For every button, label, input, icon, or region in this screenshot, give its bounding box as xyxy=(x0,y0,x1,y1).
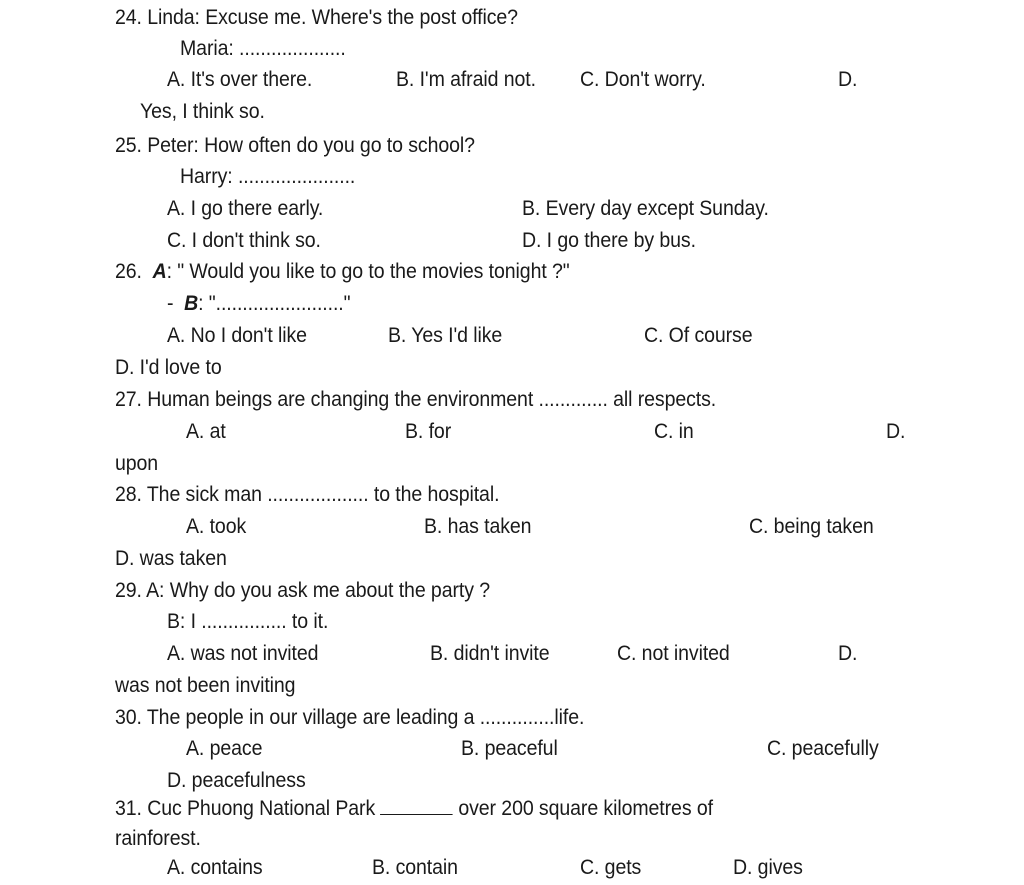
stem-continuation: rainforest. xyxy=(115,827,201,850)
option-a: A. It's over there. xyxy=(167,68,313,91)
option-d-label: D. xyxy=(838,642,858,665)
option-b: B. contain xyxy=(372,856,458,879)
question-stem: 27. Human beings are changing the environment ............. all respects. xyxy=(115,388,717,411)
question-stem: 29. A: Why do you ask me about the party ? xyxy=(115,579,490,602)
option-c: C. Don't worry. xyxy=(580,68,706,91)
option-a: A. contains xyxy=(167,856,263,879)
option-a: A. peace xyxy=(186,737,263,760)
option-c: C. I don't think so. xyxy=(167,229,321,252)
question-number: 26. xyxy=(115,260,142,283)
question-stem xyxy=(115,796,713,822)
speaker-a: A xyxy=(152,260,167,283)
question-stem: 30. The people in our village are leading a ..............life. xyxy=(115,706,585,729)
question-stem: 24. Linda: Excuse me. Where's the post office? xyxy=(115,6,518,29)
dash: - xyxy=(167,292,174,315)
option-a: A. No I don't like xyxy=(167,324,307,347)
stem-text: : " Would you like to go to the movies tonight ?" xyxy=(166,260,570,283)
option-c: C. gets xyxy=(580,856,642,879)
answer-blank xyxy=(380,796,453,815)
option-d: D. I'd love to xyxy=(115,356,222,379)
option-d-label: D. xyxy=(838,68,858,91)
stem-after: over 200 square kilometres of xyxy=(453,797,713,820)
option-d: D. peacefulness xyxy=(167,769,306,792)
option-a: A. at xyxy=(186,420,226,443)
option-c: C. not invited xyxy=(617,642,730,665)
option-d-text: was not been inviting xyxy=(115,674,296,697)
question-stem: 28. The sick man ................... to the hospital. xyxy=(115,483,500,506)
option-d: D. I go there by bus. xyxy=(522,229,696,252)
option-b: B. has taken xyxy=(424,515,532,538)
option-d: D. gives xyxy=(733,856,803,879)
option-b: B. didn't invite xyxy=(430,642,550,665)
option-a: A. took xyxy=(186,515,247,538)
question-stem xyxy=(115,259,570,285)
option-b: B. for xyxy=(405,420,452,443)
option-b: B. Yes I'd like xyxy=(388,324,503,347)
response-line: Harry: ...................... xyxy=(180,165,356,188)
option-b: B. Every day except Sunday. xyxy=(522,197,769,220)
stem-before: 31. Cuc Phuong National Park xyxy=(115,797,381,820)
option-c: C. Of course xyxy=(644,324,753,347)
option-b: B. peaceful xyxy=(461,737,558,760)
option-d-text: Yes, I think so. xyxy=(140,100,265,123)
question-stem: 25. Peter: How often do you go to school? xyxy=(115,134,475,157)
option-d-text: upon xyxy=(115,452,159,475)
response-text: : "........................" xyxy=(198,292,351,315)
option-a: A. was not invited xyxy=(167,642,319,665)
response-line xyxy=(167,291,350,317)
option-a: A. I go there early. xyxy=(167,197,324,220)
speaker-b: B xyxy=(184,292,199,315)
option-b: B. I'm afraid not. xyxy=(396,68,536,91)
option-d: D. was taken xyxy=(115,547,227,570)
response-line: Maria: .................... xyxy=(180,37,346,60)
option-c: C. being taken xyxy=(749,515,874,538)
option-d-label: D. xyxy=(886,420,906,443)
response-line: B: I ................ to it. xyxy=(167,610,329,633)
option-c: C. peacefully xyxy=(767,737,879,760)
option-c: C. in xyxy=(654,420,694,443)
